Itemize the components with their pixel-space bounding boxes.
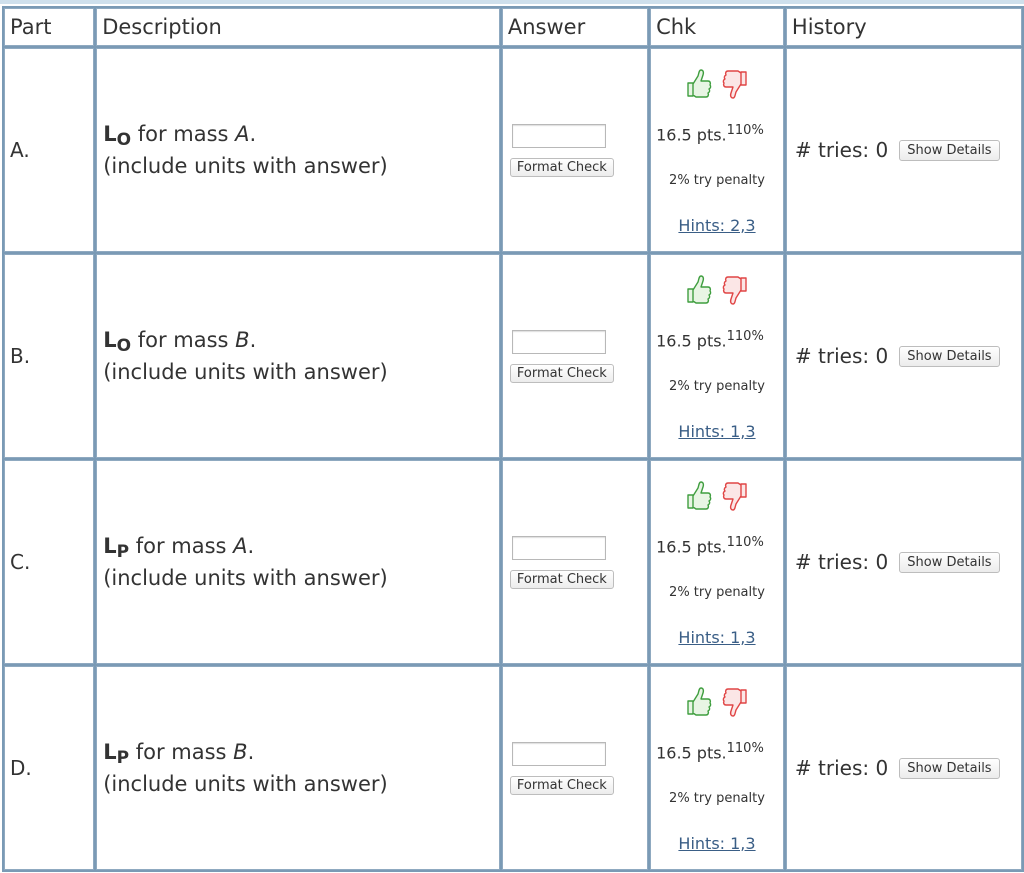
feedback-icons	[651, 685, 783, 723]
show-details-button[interactable]: Show Details	[899, 758, 999, 779]
header-row	[4, 8, 1022, 46]
try-penalty: 2% try penalty	[669, 790, 765, 806]
quantity-symbol: L	[103, 534, 117, 558]
try-penalty: 2% try penalty	[669, 584, 765, 600]
thumbs-up-icon[interactable]	[684, 704, 719, 723]
history-cell	[786, 48, 1022, 252]
answer-cell	[502, 254, 648, 458]
thumbs-down-icon[interactable]	[720, 498, 750, 517]
points-percent: 110%	[726, 535, 764, 551]
points-percent: 110%	[726, 741, 764, 757]
description-text	[97, 737, 499, 799]
description-cell	[96, 666, 500, 870]
answer-input[interactable]	[512, 330, 606, 354]
header-answer: Answer	[502, 8, 648, 46]
quantity-symbol: L	[103, 122, 117, 146]
hints-link[interactable]: Hints: 1,3	[678, 627, 756, 647]
points-value	[651, 741, 783, 762]
points-percent: 110%	[726, 329, 764, 345]
description-line2: (include units with answer)	[103, 772, 388, 796]
feedback-icons	[651, 273, 783, 311]
header-part: Part	[4, 8, 94, 46]
header-history: History	[786, 8, 1022, 46]
answer-input[interactable]	[512, 124, 606, 148]
quantity-subscript: P	[116, 748, 130, 768]
try-penalty: 2% try penalty	[669, 172, 765, 188]
question-row	[4, 666, 1022, 870]
description-suffix: .	[249, 328, 257, 352]
description-cell	[96, 48, 500, 252]
answer-cell	[502, 460, 648, 664]
description-suffix: .	[247, 740, 255, 764]
answer-input[interactable]	[512, 536, 606, 560]
check-cell	[650, 254, 784, 458]
description-cell	[96, 254, 500, 458]
description-line2: (include units with answer)	[103, 360, 388, 384]
points-percent: 110%	[726, 123, 764, 139]
points-value	[651, 329, 783, 350]
part-cell	[4, 460, 94, 664]
points-value	[651, 535, 783, 556]
answer-input[interactable]	[512, 742, 606, 766]
part-label: B.	[10, 344, 31, 368]
history-cell	[786, 460, 1022, 664]
feedback-icons	[651, 67, 783, 105]
description-prefix: for mass	[129, 534, 234, 558]
part-label: D.	[10, 756, 32, 780]
quantity-symbol: L	[103, 740, 117, 764]
format-check-button[interactable]: Format Check	[510, 158, 614, 177]
tries-count: # tries: 0	[794, 550, 889, 574]
part-cell	[4, 666, 94, 870]
thumbs-down-icon[interactable]	[720, 704, 750, 723]
show-details-button[interactable]: Show Details	[899, 346, 999, 367]
quantity-subscript: O	[116, 130, 132, 150]
hints-link[interactable]: Hints: 1,3	[678, 833, 756, 853]
tries-count: # tries: 0	[794, 344, 889, 368]
hints-link[interactable]: Hints: 1,3	[678, 421, 756, 441]
description-prefix: for mass	[131, 328, 236, 352]
format-check-button[interactable]: Format Check	[510, 570, 614, 589]
check-cell	[650, 666, 784, 870]
try-penalty: 2% try penalty	[669, 378, 765, 394]
quantity-subscript: O	[116, 336, 132, 356]
description-prefix: for mass	[131, 122, 236, 146]
quantity-subscript: P	[116, 542, 130, 562]
answer-cell	[502, 48, 648, 252]
history-cell	[786, 666, 1022, 870]
points-value	[651, 123, 783, 144]
thumbs-up-icon[interactable]	[684, 86, 719, 105]
check-cell	[650, 48, 784, 252]
points-text: 16.5 pts.	[656, 743, 727, 763]
format-check-button[interactable]: Format Check	[510, 776, 614, 795]
description-line2: (include units with answer)	[103, 566, 388, 590]
hints-link[interactable]: Hints: 2,3	[678, 215, 756, 235]
answer-cell	[502, 666, 648, 870]
description-line2: (include units with answer)	[103, 154, 388, 178]
part-label: C.	[10, 550, 31, 574]
part-cell	[4, 254, 94, 458]
description-suffix: .	[247, 534, 255, 558]
thumbs-up-icon[interactable]	[684, 498, 719, 517]
points-text: 16.5 pts.	[656, 537, 727, 557]
quantity-symbol: L	[103, 328, 117, 352]
thumbs-up-icon[interactable]	[684, 292, 719, 311]
format-check-button[interactable]: Format Check	[510, 364, 614, 383]
history-cell	[786, 254, 1022, 458]
tries-count: # tries: 0	[794, 756, 889, 780]
description-prefix: for mass	[129, 740, 234, 764]
mass-label: A	[235, 122, 250, 146]
description-text	[97, 119, 499, 181]
thumbs-down-icon[interactable]	[720, 292, 750, 311]
feedback-icons	[651, 479, 783, 517]
part-cell	[4, 48, 94, 252]
top-border	[0, 0, 1024, 4]
show-details-button[interactable]: Show Details	[899, 552, 999, 573]
question-row	[4, 254, 1022, 458]
question-row	[4, 48, 1022, 252]
header-chk: Chk	[650, 8, 784, 46]
header-description: Description	[96, 8, 500, 46]
points-text: 16.5 pts.	[656, 125, 727, 145]
question-row	[4, 460, 1022, 664]
mass-label: A	[233, 534, 248, 558]
show-details-button[interactable]: Show Details	[899, 140, 999, 161]
points-text: 16.5 pts.	[656, 331, 727, 351]
thumbs-down-icon[interactable]	[720, 86, 750, 105]
description-text	[97, 325, 499, 387]
question-table	[2, 6, 1024, 872]
mass-label: B	[233, 740, 248, 764]
description-cell	[96, 460, 500, 664]
tries-count: # tries: 0	[794, 138, 889, 162]
part-label: A.	[10, 138, 30, 162]
check-cell	[650, 460, 784, 664]
description-text	[97, 531, 499, 593]
description-suffix: .	[249, 122, 257, 146]
mass-label: B	[235, 328, 250, 352]
